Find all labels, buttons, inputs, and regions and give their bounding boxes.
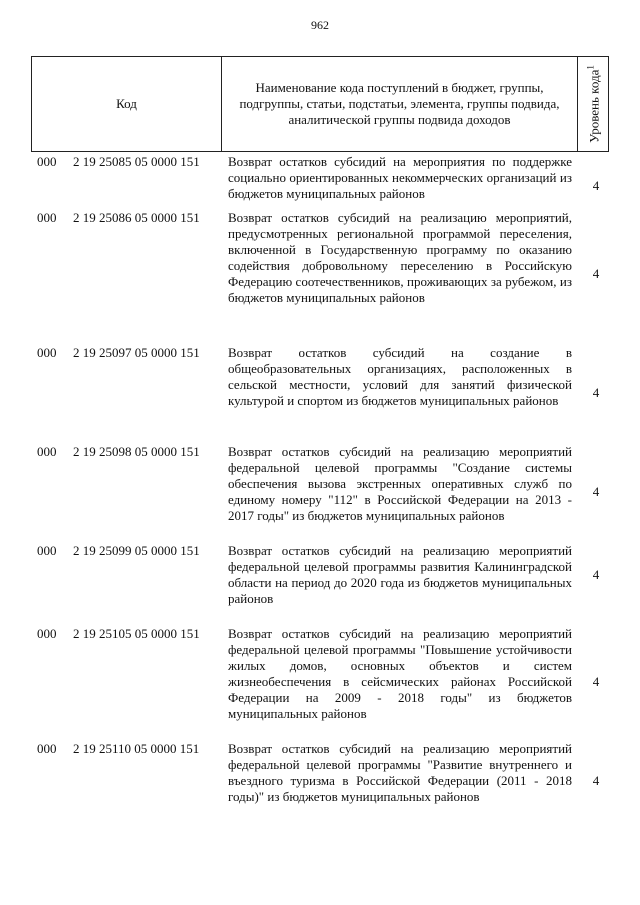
revenue-code: 2 19 25085 05 0000 151 [73,154,200,169]
revenue-description: Возврат остатков субсидий на реализацию мероприятий федеральной целевой программы развития Калининградской области на период до 2020 года из бюджетов муниципальных районов [228,543,572,606]
revenue-description: Возврат остатков субсидий на реализацию мероприятий федеральной целевой программы "Развитие внутреннего и въездного туризма в Российской Федерации (2011 - 2018 годы)" из бюджетов муниципальных районов [228,741,572,804]
code-level: 4 [592,567,600,582]
header-code-label: Код [116,96,137,111]
admin-code: 000 [37,154,57,169]
code-level: 4 [592,178,600,193]
revenue-description: Возврат остатков субсидий на реализацию мероприятий федеральной целевой программы "Повышение устойчивости жилых домов, основных объектов и систем жизнеобеспечения в сейсмических районах Российской Федерации на 2009 - 2018 годы" из бюджетов муниципальных районов [228,626,572,721]
admin-code: 000 [37,444,57,459]
revenue-code: 2 19 25086 05 0000 151 [73,210,200,225]
revenue-code: 2 19 25098 05 0000 151 [73,444,200,459]
revenue-description: Возврат остатков субсидий на мероприятия по поддержке социально ориентированных некоммерческих организаций из бюджетов муниципальных районов [228,154,572,201]
code-level: 4 [592,773,600,788]
header-level-rotated [585,65,602,143]
admin-code: 000 [37,345,57,360]
header-level-footnote: 1 [584,65,595,70]
header-name-cell [222,57,578,151]
revenue-description: Возврат остатков субсидий на реализацию мероприятий федеральной целевой программы "Создание системы обеспечения вызова экстренных оперативных служб по единому номеру "112" в Российской Федерации на 2013 - 2017 годы" из бюджетов муниципальных районов [228,444,572,523]
revenue-code: 2 19 25097 05 0000 151 [73,345,200,360]
revenue-code: 2 19 25110 05 0000 151 [73,741,200,756]
revenue-code: 2 19 25105 05 0000 151 [73,626,200,641]
header-code-cell [32,57,222,151]
admin-code: 000 [37,741,57,756]
table-header [31,56,609,152]
code-level: 4 [592,674,600,689]
admin-code: 000 [37,543,57,558]
header-level-label: Уровень кода [586,69,602,143]
revenue-code: 2 19 25099 05 0000 151 [73,543,200,558]
revenue-description: Возврат остатков субсидий на создание в общеобразовательных организациях, расположенных в сельской местности, условий для занятий физической культурой и спортом из бюджетов муниципальных районов [228,345,572,408]
page-number: 962 [311,18,329,32]
header-name-label: Наименование кода поступлений в бюджет, группы, подгруппы, статьи, подстатьи, элемента, группы подвида, аналитической группы подвида доходов [239,80,560,127]
revenue-description: Возврат остатков субсидий на реализацию мероприятий, предусмотренных региональной программой переселения, включенной в Государственную программу по оказанию содействия добровольному переселению в Российскую Федерацию соотечественников, проживающих за рубежом, из бюджетов муниципальных районов [228,210,572,305]
code-level: 4 [592,266,600,281]
admin-code: 000 [37,210,57,225]
admin-code: 000 [37,626,57,641]
header-level-cell [578,57,609,151]
code-level: 4 [592,484,600,499]
code-level: 4 [592,385,600,400]
